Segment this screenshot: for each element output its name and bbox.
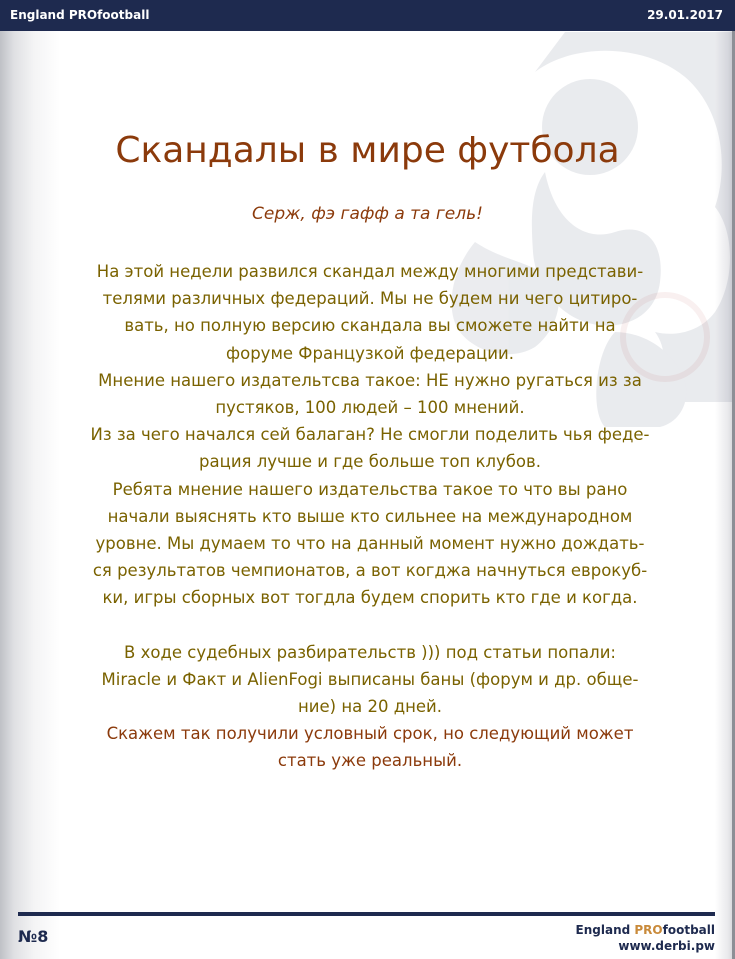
body-line: уровне. Мы думаем то что на данный момент нужно дождать- — [95, 534, 645, 554]
footer-brand-accent: PRO — [634, 923, 663, 937]
verdict-line: В ходе судебных разбирательств ))) под статьи попали: — [124, 642, 616, 662]
article-body — [40, 258, 700, 775]
footer-brand — [576, 922, 715, 954]
body-line: Из за чего начался сей балаган? Не смогли поделить чья феде- — [90, 425, 650, 445]
body-line: вать, но полную версию скандала вы сможете найти на — [124, 316, 616, 336]
page-number: №8 — [18, 927, 49, 946]
closing-line: Скажем так получили условный срок, но следующий может — [106, 724, 634, 744]
body-line: форуме Французкой федерации. — [226, 343, 514, 363]
closing-line: стать уже реальный. — [277, 751, 463, 771]
article-subtitle: Серж, фэ гафф а та гель! — [252, 204, 483, 224]
header-brand: England PROfootball — [10, 8, 150, 22]
paragraph-gap — [40, 612, 700, 639]
footer-brand-prefix: England — [575, 923, 635, 937]
body-line: телями различных федераций. Мы не будем ни чего цитиро- — [102, 289, 638, 309]
footer-brand-suffix: football — [662, 923, 715, 937]
body-line: На этой недели развился скандал между многими представи- — [96, 262, 644, 281]
footer-divider — [18, 912, 715, 916]
body-line: Мнение нашего издательтсва такое: НЕ нужно ругаться из за — [98, 370, 642, 390]
body-line: Ребята мнение нашего издательства такое то что вы рано — [112, 479, 628, 499]
body-line: рация лучше и где больше топ клубов. — [199, 452, 541, 472]
article-title: Скандалы в мире футбола — [115, 130, 620, 171]
verdict-line: ние) на 20 дней. — [297, 697, 443, 717]
footer-site: www.derbi.pw — [618, 939, 715, 953]
top-bar — [0, 0, 735, 31]
body-line: начали выяснять кто выше кто сильнее на международном — [107, 506, 633, 526]
body-line: ки, игры сборных вот тогдла будем спорить кто где и когда. — [102, 588, 638, 608]
body-line: пустяков, 100 людей – 100 мнений. — [215, 398, 525, 418]
header-date: 29.01.2017 — [647, 8, 723, 22]
body-line: ся результатов чемпионатов, а вот когджа начнуться еврокуб- — [92, 561, 648, 581]
verdict-line: Miracle и Факт и AlienFogi выписаны баны (форум и др. обще- — [101, 669, 639, 689]
